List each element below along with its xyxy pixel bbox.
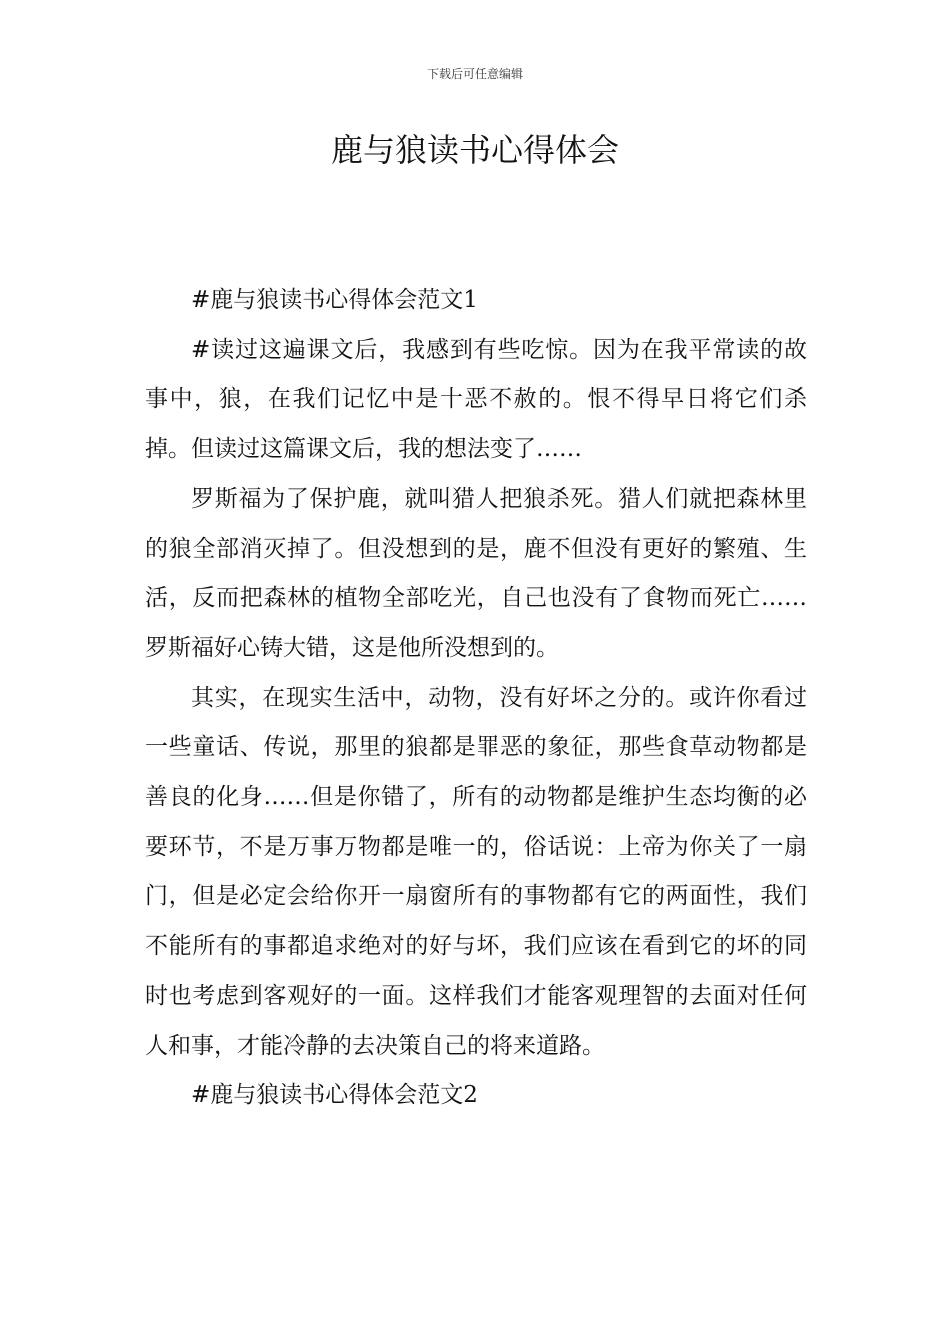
paragraph: 罗斯福为了保护鹿，就叫猎人把狼杀死。猎人们就把森林里的狼全部消灭掉了。但没想到的是，鹿不但没有更好的繁殖、生活，反而把森林的植物全部吃光，自己也没有了食物而死亡……罗斯福好心铸大错，这是他所没想到的。 <box>145 485 807 661</box>
document-body <box>145 276 807 1121</box>
header-note: 下载后可任意编辑 <box>426 67 523 81</box>
paragraph: 其实，在现实生活中，动物，没有好坏之分的。或许你看过一些童话、传说，那里的狼都是罪恶的象征，那些食草动物都是善良的化身……但是你错了，所有的动物都是维护生态均衡的必要环节，不是万事万物都是唯一的，俗话说：上帝为你关了一扇门，但是必定会给你开一扇窗所有的事物都有它的两面性，我们不能所有的事都追求绝对的好与坏，我们应该在看到它的坏的同时也考虑到客观好的一面。这样我们才能客观理智的去面对任何人和事，才能冷静的去决策自己的将来道路。 <box>145 684 807 1059</box>
section-heading-2: #鹿与狼读书心得体会范文2 <box>191 1082 478 1109</box>
paragraph: #读过这遍课文后，我感到有些吃惊。因为在我平常读的故事中，狼，在我们记忆中是十恶不赦的。恨不得早日将它们杀掉。但读过这篇课文后，我的想法变了…… <box>145 336 807 463</box>
section-heading-1: #鹿与狼读书心得体会范文1 <box>191 287 478 313</box>
document-title: 鹿与狼读书心得体会 <box>330 131 619 169</box>
